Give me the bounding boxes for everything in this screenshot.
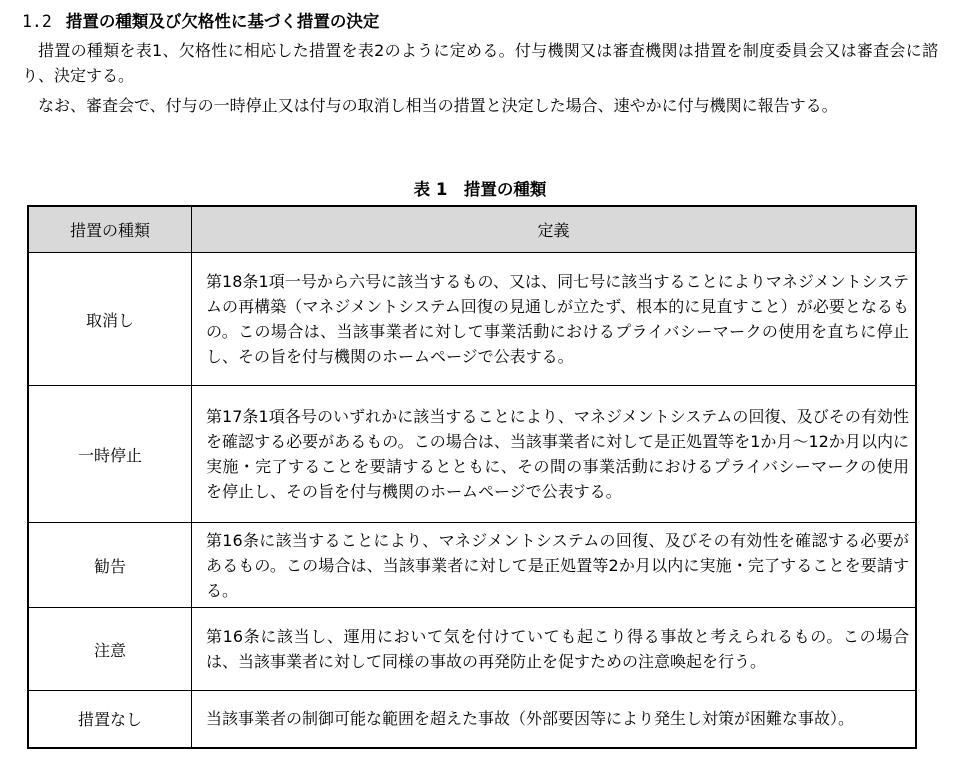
table-row <box>28 253 916 386</box>
section-title: 措置の種類及び欠格性に基づく措置の決定 <box>65 12 380 31</box>
section-number: 1.2 <box>22 12 52 31</box>
row-kind: 勧告 <box>28 523 192 608</box>
paragraph-1: 措置の種類を表1、欠格性に相応した措置を表2のように定める。付与機関又は審査機関は措置を制度委員会又は審査会に諮り、決定する。 <box>22 41 938 85</box>
row-definition: 当該事業者の制御可能な範囲を超えた事故（外部要因等により発生し対策が困難な事故）。 <box>192 691 917 748</box>
header-kind: 措置の種類 <box>28 206 192 253</box>
section-heading <box>22 10 379 34</box>
row-kind: 措置なし <box>28 691 192 748</box>
table-caption: 表 1 措置の種類 <box>413 180 547 199</box>
row-definition: 第18条1項一号から六号に該当するもの、又は、同七号に該当することによりマネジメントシステムの再構築（マネジメントシステム回復の見通しが立たず、根本的に見直すこと）が必要となるもの。この場合は、当該事業者に対して事業活動におけるプライバシーマークの使用を直ちに停止し、その旨を付与機関のホームページで公表する。 <box>192 253 917 386</box>
table-row <box>28 691 916 748</box>
row-definition: 第16条に該当することにより、マネジメントシステムの回復、及びその有効性を確認する必要があるもの。この場合は、当該事業者に対して是正処置等2か月以内に実施・完了することを要請する。 <box>192 523 917 608</box>
row-kind: 取消し <box>28 253 192 386</box>
row-definition: 第16条に該当し、運用において気を付けていても起こり得る事故と考えられるもの。この場合は、当該事業者に対して同様の事故の再発防止を促すための注意喚起を行う。 <box>192 608 917 691</box>
row-definition: 第17条1項各号のいずれかに該当することにより、マネジメントシステムの回復、及びその有効性を確認する必要があるもの。この場合は、当該事業者に対して是正処置等を1か月〜12か月以内に実施・完了することを要請するとともに、その間の事業活動におけるプライバシーマークの使用を停止し、その旨を付与機関のホームページで公表する。 <box>192 386 917 523</box>
header-definition: 定義 <box>192 206 917 253</box>
table-row <box>28 608 916 691</box>
table-row <box>28 523 916 608</box>
table-header-row <box>28 206 916 253</box>
table-row <box>28 386 916 523</box>
row-kind: 注意 <box>28 608 192 691</box>
paragraph-2: なお、審査会で、付与の一時停止又は付与の取消し相当の措置と決定した場合、速やかに付与機関に報告する。 <box>38 96 838 115</box>
measures-table <box>27 205 917 749</box>
row-kind: 一時停止 <box>28 386 192 523</box>
